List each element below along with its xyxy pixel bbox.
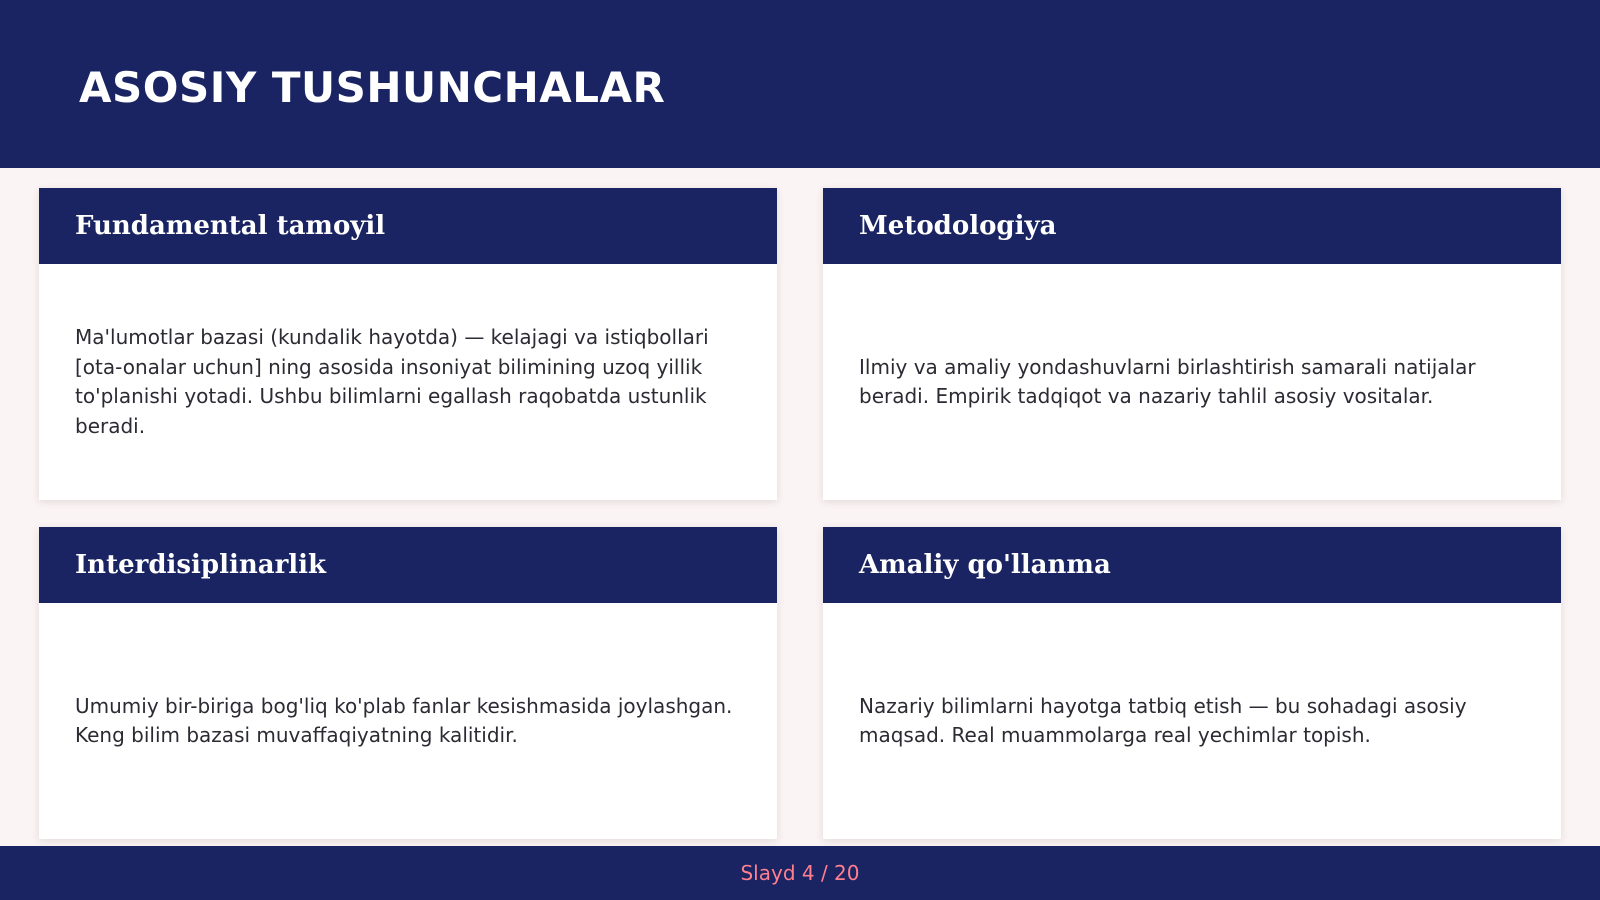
slide-header — [0, 0, 1600, 168]
slide-counter: Slayd 4 / 20 — [740, 861, 860, 885]
card-metodologiya — [823, 188, 1561, 500]
card-title: Fundamental tamoyil — [75, 211, 386, 241]
card-text: Umumiy bir-biriga bog'liq ko'plab fanlar kesishmasida joylashgan. Keng bilim bazasi muvaffaqiyatning kalitidir. — [75, 693, 733, 747]
card-title: Interdisiplinarlik — [75, 550, 327, 580]
slide-title: ASOSIY TUSHUNCHALAR — [79, 63, 666, 112]
card-body — [39, 264, 777, 500]
card-header — [39, 527, 777, 603]
card-body — [39, 603, 777, 839]
slide-footer — [0, 846, 1600, 900]
card-header — [39, 188, 777, 264]
card-title: Metodologiya — [859, 211, 1057, 241]
card-body — [823, 264, 1561, 500]
card-text: Nazariy bilimlarni hayotga tatbiq etish — bu sohadagi asosiy maqsad. Real muammolarga real yechimlar topish. — [859, 693, 1467, 747]
card-text: Ilmiy va amaliy yondashuvlarni birlashtirish samarali natijalar beradi. Empirik tadqiqot va nazariy tahlil asosiy vositalar. — [859, 354, 1476, 408]
card-fundamental-tamoyil — [39, 188, 777, 500]
card-header — [823, 527, 1561, 603]
card-title: Amaliy qo'llanma — [859, 550, 1111, 580]
card-amaliy-qollanma — [823, 527, 1561, 839]
card-header — [823, 188, 1561, 264]
card-text: Ma'lumotlar bazasi (kundalik hayotda) — kelajagi va istiqbollari [ota-onalar uchun] ning asosida insoniyat bilimining uzoq yillik to'planishi yotadi. Ushbu bilimlarni egallash raqobatda ustunlik beradi. — [75, 325, 709, 438]
card-interdisiplinarlik — [39, 527, 777, 839]
card-body — [823, 603, 1561, 839]
